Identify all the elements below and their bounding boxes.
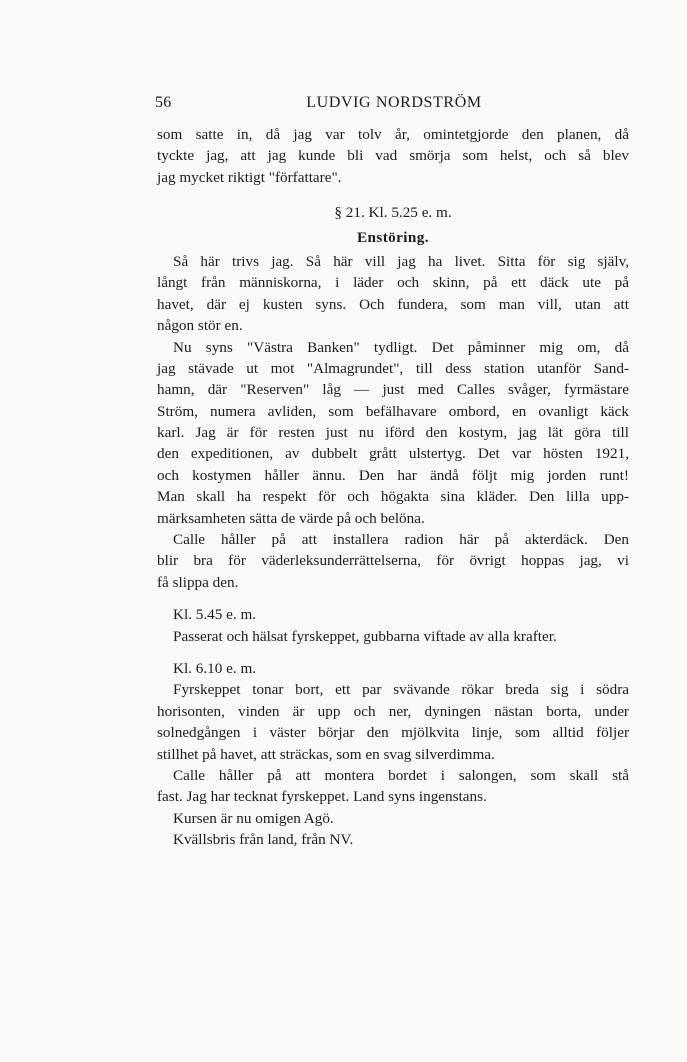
- text-line: någon stör en.: [157, 317, 243, 335]
- time-entry: Kl. 6.10 e. m.: [173, 659, 257, 677]
- text-line: långt från människorna, i läder och skinn, på ett däck ute på: [157, 274, 629, 292]
- paragraph: [157, 337, 629, 530]
- text-line: jag mycket riktigt "författare".: [157, 168, 342, 186]
- text-line: fast. Jag har tecknat fyrskeppet. Land syns ingenstans.: [157, 788, 487, 806]
- intro-paragraph: [157, 124, 629, 188]
- text-line: Calle håller på att installera radion här på akterdäck. Den: [173, 531, 629, 549]
- paragraph: [157, 679, 629, 765]
- section-heading: Enstöring.: [357, 228, 429, 246]
- text-line: som satte in, då jag var tolv år, omintetgjorde den planen, då: [157, 126, 629, 143]
- text-line: Calle håller på att montera bordet i salongen, som skall stå: [173, 766, 629, 784]
- body-text: [157, 124, 629, 851]
- paragraph: [157, 808, 629, 851]
- text-line: Fyrskeppet tonar bort, ett par svävande rökar breda sig i södra: [173, 681, 629, 699]
- text-line: den expeditionen, av dubbelt grått ulstertyg. Det var hösten 1921,: [157, 445, 629, 463]
- page-number: 56: [155, 94, 172, 111]
- paragraph: [157, 529, 629, 593]
- text-line: jag stävade ut mot "Almagrundet", till dess station utanför Sand-: [157, 359, 629, 377]
- text-line: Ström, numera avliden, som befälhavare ombord, en ovanligt käck: [157, 402, 629, 420]
- text-line: tyckte jag, att jag kunde bli vad smörja som helst, och så blev: [157, 147, 629, 165]
- paragraph: [157, 765, 629, 808]
- text-line: stillhet på havet, att sträckas, som en svag silverdimma.: [157, 745, 495, 763]
- page-header: [155, 94, 633, 118]
- text-line: karl. Jag är för resten just nu iförd den kostym, jag lät göra till: [157, 424, 629, 442]
- paragraph: [157, 251, 629, 337]
- text-line: hamn, där "Reserven" låg — just med Calles svåger, fyrmästare: [157, 381, 629, 399]
- section-title: § 21. Kl. 5.25 e. m.: [334, 204, 452, 222]
- running-head: LUDVIG NORDSTRÖM: [306, 94, 482, 111]
- text-line: solnedgången i väster börjar den mjölkvita linje, som alltid följer: [157, 724, 629, 742]
- text-line: få slippa den.: [157, 573, 239, 591]
- text-line: horisonten, vinden är upp och ner, dyningen nästan borta, under: [157, 702, 629, 720]
- text-line: blir bra för väderleksunderrättelserna, för övrigt hoppas jag, vi: [157, 552, 629, 570]
- text-line: Passerat och hälsat fyrskeppet, gubbarna viftade av alla krafter.: [173, 627, 557, 645]
- text-line: Man skall ha respekt för och högakta sina kläder. Den lilla upp-: [157, 488, 629, 506]
- text-line: Nu syns "Västra Banken" tydligt. Det påminner mig om, då: [173, 338, 629, 356]
- text-line: Så här trivs jag. Så här vill jag ha livet. Sitta för sig själv,: [173, 252, 629, 270]
- text-line: Kvällsbris från land, från NV.: [173, 831, 354, 849]
- text-line: havet, där ej kusten syns. Och fundera, som man vill, utan att: [157, 295, 629, 313]
- text-line: märksamheten sätta de värde på och belöna.: [157, 509, 425, 527]
- time-entry: Kl. 5.45 e. m.: [173, 606, 257, 624]
- text-line: Kursen är nu omigen Agö.: [173, 809, 334, 827]
- text-line: och kostymen håller ännu. Den har ändå följt mig jorden runt!: [157, 466, 629, 484]
